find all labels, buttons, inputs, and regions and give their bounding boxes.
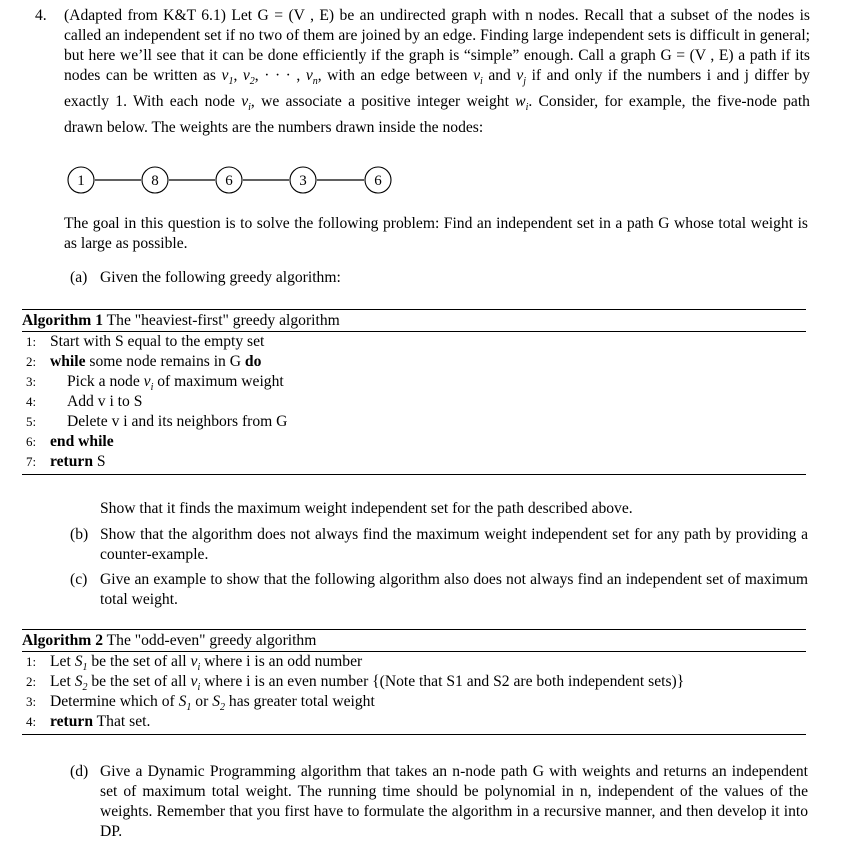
part-d [64, 762, 808, 842]
show-text-block [64, 499, 808, 519]
ellipsis: · · · [264, 67, 291, 84]
algo1-line-4: 4: Add v i to S [26, 393, 143, 410]
node-weight: 6 [374, 173, 382, 189]
algo2-line-4: 4: return That set. [26, 713, 151, 730]
node-weight: 8 [151, 173, 159, 189]
goal-text: The goal in this question is to solve the following problem: Find an independent set in a path G whose total weight is as large as possible. [64, 215, 808, 252]
var-vi-2: $v_i$ [241, 93, 251, 114]
part-a-text: Given the following greedy algorithm: [100, 269, 341, 286]
path-graph-figure [0, 162, 848, 198]
part-b-label: (b) [70, 526, 89, 543]
intro-text: (Adapted from K&T 6.1) Let G = (V , E) be an undirected graph with n nodes. Recall that a subset of the nodes is called an independent set if no two of them are joined by an edge. Finding large independent sets is difficult in general; but here we’ll see that it can be done efficiently if the graph is “simple” enough. Call a graph G = (V , E) a path if its nodes can be written as [64, 7, 810, 84]
var-vi: $v_i$ [473, 67, 483, 88]
show-text: Show that it finds the maximum weight independent set for the path described above. [100, 500, 633, 517]
part-c [64, 570, 808, 610]
part-b-text: Show that the algorithm does not always find the maximum weight independent set for any path by providing a counter-example. [100, 526, 808, 563]
algo1-line-6: 6: end while [26, 433, 114, 450]
part-a-label: (a) [70, 269, 88, 286]
part-c-label: (c) [70, 571, 88, 588]
algo1-line-1: 1: Start with S equal to the empty set [26, 333, 265, 350]
var-wi: $w_i$ [515, 93, 529, 114]
algo2-line-3: 3: Determine which of $S_1$ or $S_2$ has greater total weight [26, 693, 375, 714]
problem-number: 4. [35, 7, 47, 24]
part-a [64, 268, 808, 288]
algo1-line-2: 2: while some node remains in G do [26, 353, 262, 370]
node-weight: 1 [77, 173, 85, 189]
part-c-text: Give an example to show that the following algorithm also does not always find an independent set of maximum total weight. [100, 571, 808, 608]
var-v2: $v_2$ [242, 67, 255, 88]
part-d-label: (d) [70, 763, 89, 780]
var-vn: $v_n$ [305, 67, 318, 88]
part-b [64, 525, 808, 565]
algorithm-1-caption: Algorithm 1 The "heaviest-first" greedy algorithm [22, 312, 340, 329]
algorithm-2-caption: Algorithm 2 The "odd-even" greedy algorithm [22, 632, 317, 649]
algorithm-1-box [22, 309, 806, 475]
algorithm-2-box [22, 629, 806, 735]
algo1-line-3: 3: Pick a node $v_i$ of maximum weight [26, 373, 284, 394]
var-vj: $v_j$ [516, 67, 527, 88]
node-weight: 6 [225, 173, 233, 189]
algo2-line-2: 2: Let $S_2$ be the set of all $v_i$ where i is an even number {(Note that S1 and S2 are both independent sets)} [26, 673, 685, 694]
node-weight: 3 [299, 173, 307, 189]
algo1-line-5: 5: Delete v i and its neighbors from G [26, 413, 288, 430]
algo2-line-1: 1: Let $S_1$ be the set of all $v_i$ where i is an odd number [26, 653, 363, 674]
problem-statement [35, 6, 810, 138]
var-v1: $v_1$ [221, 67, 234, 88]
problem-body: (Adapted from K&T 6.1) Let G = (V , E) be an undirected graph with n nodes. Recall that a subset of the nodes is called an independent set if no two of them are joined by an edge. Finding large independent sets is difficult in general; but here we’ll see that it can be done efficiently if the graph is “simple” enough. Call a graph G = (V , E) a path if its nodes can be written as $v_1$, $v_2$, · · · , $v_n$, with an edge between $v_i$ and $v_j$ if and only if the numbers i and j differ by exactly 1. With each node $v_i$, we associate a positive integer weight $w_i$. Consider, for example, the five-node path drawn below. The weights are the numbers drawn inside the nodes: [64, 7, 810, 137]
algo1-line-7: 7: return S [26, 453, 106, 470]
part-d-text: Give a Dynamic Programming algorithm that takes an n-node path G with weights and returns an independent set of maximum total weight. The running time should be polynomial in n, independent of the values of the weights. Remember that you first have to formulate the algorithm in a recursive manner, and then develop it into DP. [100, 763, 808, 840]
